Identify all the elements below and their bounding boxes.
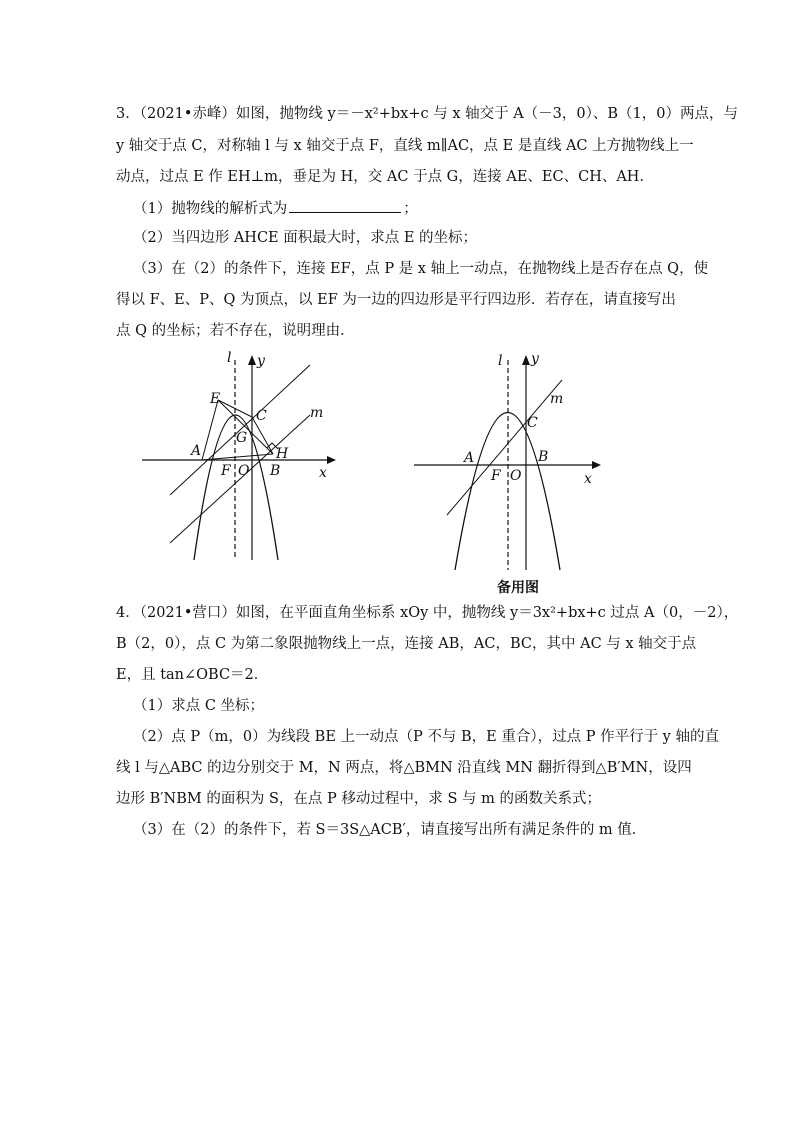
p4-line-2: B（2，0），点 C 为第二象限抛物线上一点，连接 AB，AC，BC，其中 AC 与 x 轴交于点 (116, 636, 697, 652)
figure-1-diagram (140, 345, 350, 570)
p3-question-1 (133, 198, 418, 219)
label-l: l (227, 350, 232, 366)
label-o: O (238, 463, 250, 479)
label-a: A (464, 450, 475, 466)
y-axis-arrow (248, 355, 256, 365)
p3-line-3: 动点，过点 E 作 EH⊥m，垂足为 H，交 AC 于点 G，连接 AE、EC、CH、AH． (116, 169, 654, 185)
label-o: O (510, 468, 522, 484)
label-m: m (550, 391, 564, 407)
label-c: C (527, 415, 538, 431)
label-b: B (538, 449, 549, 465)
p3-question-2: （2）当四边形 AHCE 面积最大时，求点 E 的坐标； (133, 230, 478, 246)
label-y: y (531, 351, 539, 367)
label-a: A (191, 443, 202, 459)
p3-q1-suffix: ； (403, 201, 418, 217)
label-m: m (310, 405, 324, 421)
p4-line-3: E，且 tan∠OBC＝2． (116, 667, 269, 683)
p3-line-2: y 轴交于点 C，对称轴 l 与 x 轴交于点 F，直线 m∥AC，点 E 是直线 AC 上方抛物线上一 (116, 138, 694, 154)
label-f: F (221, 463, 231, 479)
line-m (447, 380, 562, 515)
label-x: x (319, 465, 327, 481)
p3-question-3-line-1: （3）在（2）的条件下，连接 EF，点 P 是 x 轴上一动点，在抛物线上是否存在点 Q，使 (133, 261, 709, 277)
answer-blank[interactable] (289, 198, 401, 213)
p3-question-3-line-2: 得以 F、E、P、Q 为顶点，以 EF 为一边的四边形是平行四边形．若存在，请直接写出 (116, 292, 676, 308)
label-y: y (257, 353, 265, 369)
label-e: E (210, 391, 221, 407)
p3-question-3-line-3: 点 Q 的坐标；若不存在，说明理由． (116, 323, 355, 339)
x-axis-arrow (327, 456, 336, 464)
p4-question-2-line-2: 线 l 与△ABC 的边分别交于 M，N 两点，将△BMN 沿直线 MN 翻折得到△B′MN，设四 (116, 760, 692, 776)
label-c: C (256, 408, 267, 424)
label-h: H (276, 446, 289, 462)
p4-question-2-line-1: （2）点 P（m，0）为线段 BE 上一动点（P 不与 B，E 重合），过点 P 作平行于 y 轴的直 (133, 729, 719, 745)
label-x: x (584, 471, 592, 487)
p4-question-2-line-3: 边形 B′NBM 的面积为 S，在点 P 移动过程中，求 S 与 m 的函数关系式； (116, 791, 601, 807)
figure-2-diagram (412, 345, 612, 575)
label-l: l (498, 353, 503, 369)
figure-2-caption: 备用图 (497, 580, 539, 596)
label-b: B (270, 463, 281, 479)
p4-question-1: （1）求点 C 坐标； (133, 698, 265, 714)
p3-line-1: 3．（2021•赤峰）如图，抛物线 y＝－x²+bx+c 与 x 轴交于 A（－3，0）、B（1，0）两点，与 (116, 106, 738, 122)
x-axis-arrow (592, 461, 601, 469)
segment-ae (202, 400, 218, 460)
label-f: F (491, 468, 501, 484)
p4-line-1: 4．（2021•营口）如图，在平面直角坐标系 xOy 中，抛物线 y＝3x²+bx+c 过点 A（0，－2）， (116, 605, 739, 621)
y-axis-arrow (522, 355, 530, 365)
label-g: G (236, 430, 248, 446)
p4-question-3: （3）在（2）的条件下，若 S＝3S△ACB′，请直接写出所有满足条件的 m 值． (133, 822, 647, 838)
p3-q1-prefix: （1）抛物线的解析式为 (133, 201, 288, 217)
